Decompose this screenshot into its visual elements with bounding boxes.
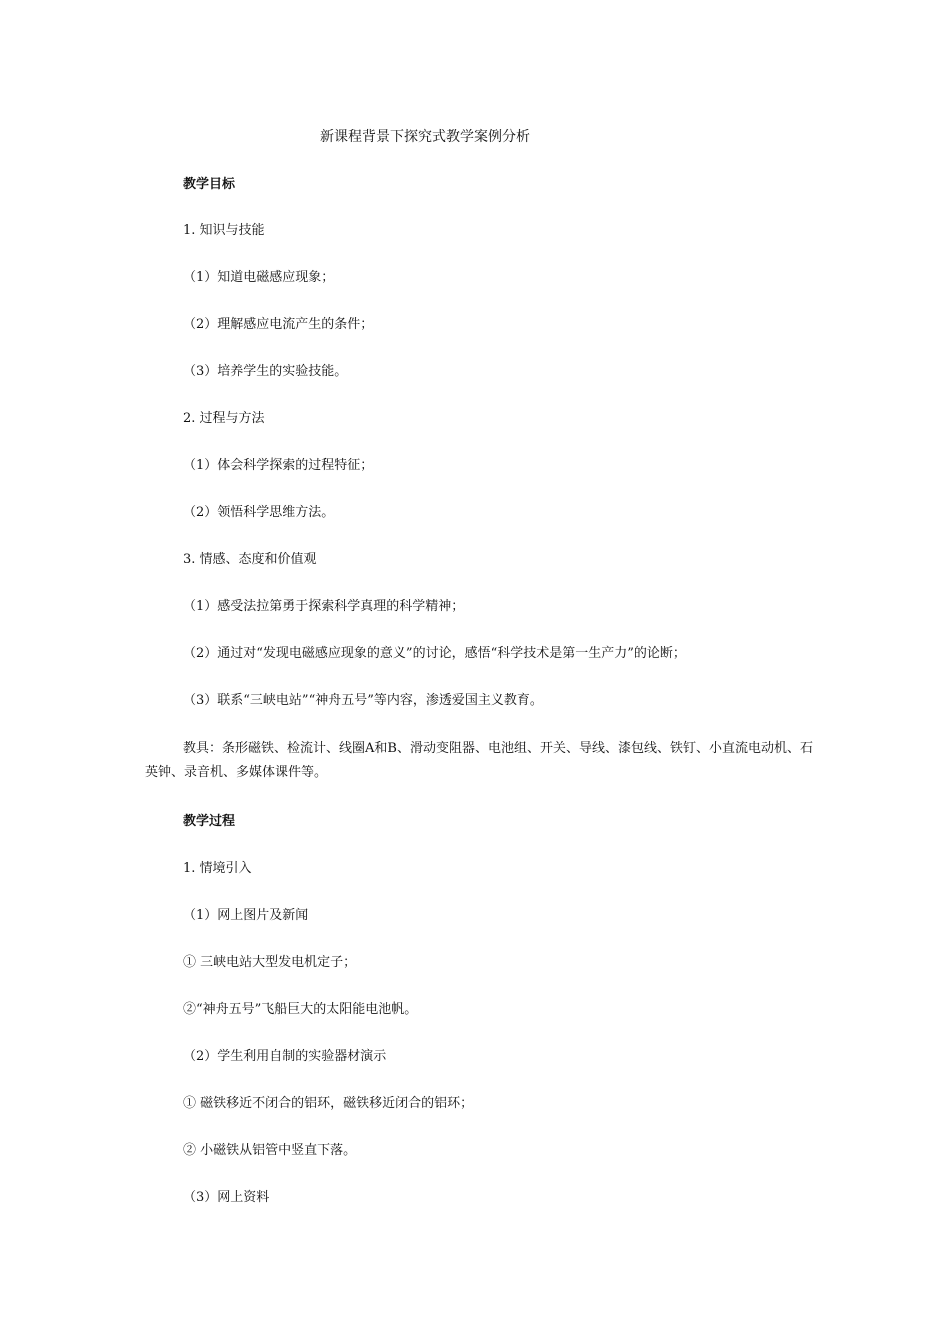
process-line: ② 小磁铁从铝管中竖直下落。 [183,1143,357,1158]
goal-line: （1）体会科学探索的过程特征； [183,458,374,473]
process-line: （2）学生利用自制的实验器材演示 [183,1049,387,1064]
process-line: 1. 情境引入 [183,861,252,876]
document-title: 新课程背景下探究式教学案例分析 [320,129,530,145]
process-line: （3）网上资料 [183,1190,270,1205]
section-heading-goals: 教学目标 [183,177,236,192]
goal-line: （1）感受法拉第勇于探索科学真理的科学精神； [183,599,465,614]
goal-line: （1）知道电磁感应现象； [183,270,335,285]
section-heading-process: 教学过程 [183,814,236,829]
goal-line: （2）领悟科学思维方法。 [183,505,335,520]
process-line: ① 三峡电站大型发电机定子； [183,955,357,970]
goal-line: （3）联系“三峡电站”“神舟五号”等内容，渗透爱国主义教育。 [183,693,543,708]
process-line: ① 磁铁移近不闭合的铝环，磁铁移近闭合的铝环； [183,1096,474,1111]
process-line: ②“神舟五号”飞船巨大的太阳能电池帆。 [183,1002,418,1017]
goal-line: （3）培养学生的实验技能。 [183,364,348,379]
goal-line: 3. 情感、态度和价值观 [183,552,317,567]
goal-line: （2）通过对“发现电磁感应现象的意义”的讨论，感悟“科学技术是第一生产力”的论断； [183,646,686,661]
equipment-paragraph: 教具：条形磁铁、检流计、线圈A和B、滑动变阻器、电池组、开关、导线、漆包线、铁钉、小直流电动机、石英钟、录音机、多媒体课件等。 [145,741,813,780]
goal-line: 2. 过程与方法 [183,411,265,426]
goal-line: （2）理解感应电流产生的条件； [183,317,374,332]
goal-line: 1. 知识与技能 [183,223,265,238]
process-line: （1）网上图片及新闻 [183,908,309,923]
